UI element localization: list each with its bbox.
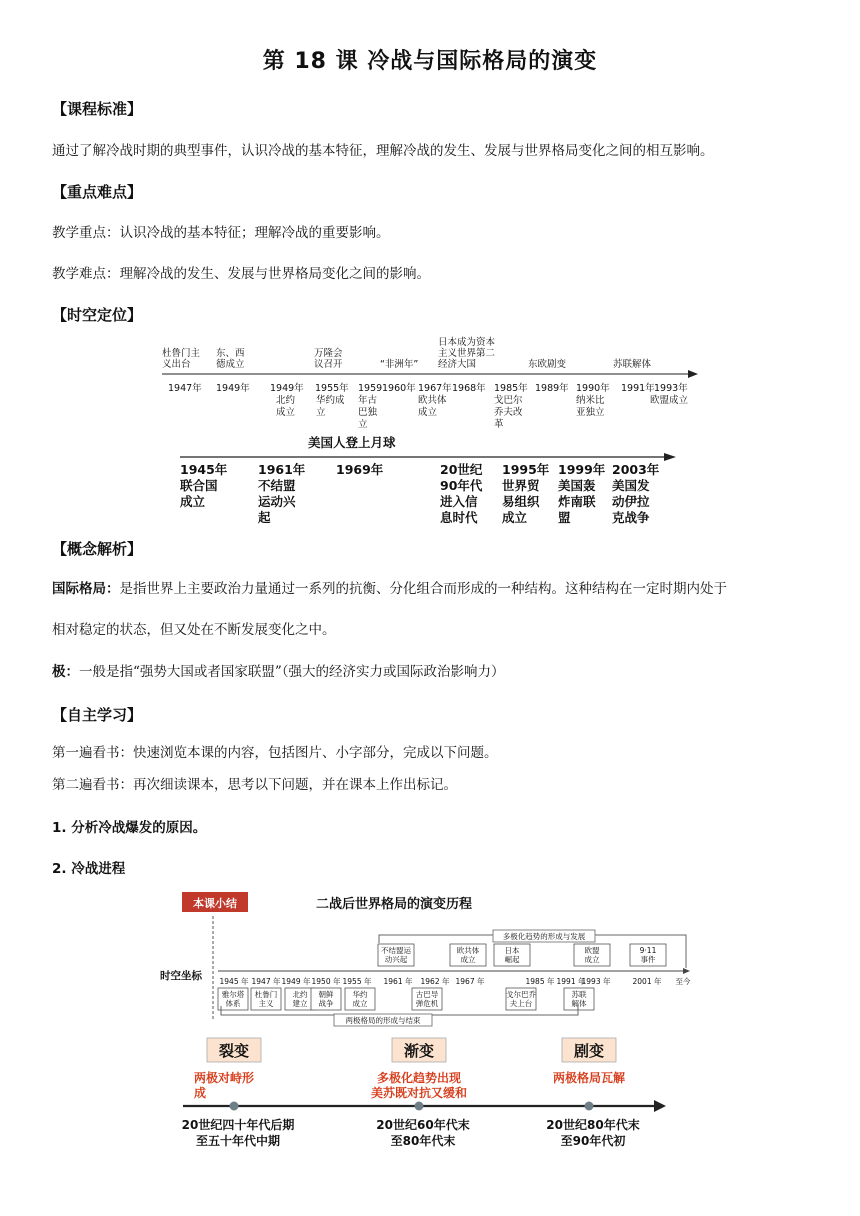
axis-year-label: 1950 年	[311, 977, 341, 986]
timeline1-event-label: 乔夫改	[494, 407, 523, 418]
timeline1-event-label: “非洲年”	[380, 359, 419, 370]
timeline-chart-2	[176, 432, 682, 524]
timeline1-year-label: 1991年	[621, 383, 655, 394]
event-box-text: 华约	[352, 990, 368, 999]
axis-year-label: 2001 年	[632, 977, 662, 986]
event-box-text: 弹危机	[415, 999, 439, 1008]
timeline1-event-label: 立	[316, 407, 326, 418]
section-heading-key-points: 【重点难点】	[52, 183, 143, 201]
timeline1-event-label: 亚独立	[576, 407, 605, 418]
timeline2-event-label: 起	[258, 510, 271, 524]
timeline1-event-label: 议召开	[314, 359, 343, 370]
event-box-text: 成立	[584, 955, 600, 964]
stage-label: 剧变	[573, 1042, 605, 1060]
event-box-text: 成立	[352, 999, 368, 1008]
timeline1-event-label: 万隆会	[314, 348, 343, 359]
timeline1-event-label: 义出台	[162, 359, 191, 370]
timeline2-event-label: 1995年	[502, 462, 550, 477]
axis-year-label: 1962 年	[420, 977, 450, 986]
timeline2-event-label: 1969年	[336, 462, 384, 477]
event-box-text: 体系	[225, 999, 241, 1008]
timeline1-event-label: 欧共体	[418, 395, 447, 406]
timeline1-year-label: 1949年	[270, 383, 304, 394]
stage-label: 裂变	[218, 1042, 250, 1060]
timeline-chart-1	[160, 330, 700, 430]
axis-year-label: 1947 年	[251, 977, 281, 986]
event-box-text: 杜鲁门	[254, 990, 278, 999]
timeline1-event-label: 巴独	[358, 407, 378, 418]
event-box-text: 欧盟	[584, 946, 600, 955]
stage-period: 至80年代末	[390, 1134, 456, 1148]
concept-pole: 极：一般是指“强势大国或者国家联盟”（强大的经济实力或国际政治影响力）	[52, 664, 505, 680]
timeline2-event-label: 克战争	[612, 510, 650, 524]
axis-year-label: 1991 年	[556, 977, 586, 986]
timeline1-year-label: 1955年	[315, 383, 349, 394]
timeline2-event-label: 美国发	[612, 478, 650, 493]
timeline1-year-label: 1990年	[576, 383, 610, 394]
timeline2-event-label: 1945年	[180, 462, 228, 477]
concept-term: 国际格局：	[52, 581, 120, 597]
event-box-text: 主义	[258, 999, 274, 1008]
stage-period: 至90年代初	[560, 1134, 626, 1148]
timeline2-event-label: 不结盟	[258, 478, 296, 493]
timeline1-year-label: 1947年	[168, 383, 202, 394]
axis-year-label: 1985 年	[525, 977, 555, 986]
timeline1-event-label: 纳米比	[576, 395, 605, 406]
timeline2-event-label: 易组织	[502, 494, 540, 509]
timeline1-event-label: 华约成	[316, 395, 345, 406]
stage-description: 两极对峙形	[194, 1071, 255, 1085]
axis-year-label: 1945 年	[219, 977, 249, 986]
event-box-text: 欧共体	[456, 946, 480, 955]
timeline2-event-label: 运动兴	[258, 494, 296, 509]
timeline1-year-label: 1960年	[382, 383, 416, 394]
event-box-text: 动兴起	[384, 955, 408, 964]
timeline1-event-label: 主义世界第二	[438, 348, 496, 359]
timeline1-event-label: 德成立	[216, 359, 245, 370]
timeline2-event-label: 动伊拉	[612, 494, 650, 509]
timeline2-event-label: 息时代	[440, 510, 478, 524]
timeline2-event-label: 美国轰	[558, 478, 596, 493]
timeline2-event-label: 1961年	[258, 462, 306, 477]
page-title: 第 18 课 冷战与国际格局的演变	[262, 49, 598, 74]
event-box-text: 雅尔塔	[221, 990, 245, 999]
section-heading-timeline: 【时空定位】	[52, 306, 143, 324]
event-box-text: 建立	[292, 999, 308, 1008]
timeline2-event-label: 联合国	[180, 478, 218, 493]
timeline2-event-label: 盟	[558, 510, 571, 524]
timeline1-year-label: 1968年	[452, 383, 486, 394]
timeline1-event-label: 东、西	[216, 348, 245, 359]
axis-year-label: 1955 年	[342, 977, 372, 986]
stage-period: 20世纪80年代末	[546, 1118, 640, 1132]
stage-dot	[230, 1102, 239, 1111]
section-heading-standard: 【课程标准】	[52, 100, 143, 118]
timeline2-event-label: 成立	[502, 510, 528, 524]
timeline1-event-label: 革	[494, 419, 504, 430]
stage-label: 渐变	[403, 1042, 435, 1060]
timeline1-event-label: 东欧剧变	[528, 359, 567, 370]
timeline2-event-label: 20世纪	[440, 462, 483, 477]
timeline2-event-label: 成立	[180, 494, 206, 509]
event-box-text: 事件	[640, 955, 656, 964]
axis-year-label: 1967 年	[455, 977, 485, 986]
timeline2-event-label: 进入信	[440, 494, 478, 509]
event-box-text: 戈尔巴乔	[506, 990, 536, 999]
timeline1-year-label: 1967年	[418, 383, 452, 394]
multipolar-bracket-label: 多极化趋势的形成与发展	[502, 932, 586, 941]
stage-description: 多极化趋势出现	[376, 1071, 462, 1085]
timeline1-year-label: 1985年	[494, 383, 528, 394]
stage-period: 20世纪60年代末	[376, 1118, 470, 1132]
timeline1-event-label: 年古	[358, 395, 378, 406]
key-point-text: 教学重点：认识冷战的基本特征；理解冷战的重要影响。	[52, 225, 390, 241]
standard-text: 通过了解冷战时期的典型事件，认识冷战的基本特征，理解冷战的发生、发展与世界格局变化之间的相互影响。	[52, 143, 714, 159]
section-heading-concepts: 【概念解析】	[52, 540, 143, 558]
timeline2-event-label: 炸南联	[558, 494, 596, 509]
event-box-text: 日本	[504, 946, 520, 955]
event-box-text: 崛起	[504, 955, 520, 964]
timeline1-year-label: 1949年	[216, 383, 250, 394]
concept-pattern-continued: 相对稳定的状态，但又处在不断发展变化之中。	[52, 622, 336, 638]
event-box-text: 不结盟运	[381, 946, 411, 955]
section-heading-self-study: 【自主学习】	[52, 706, 143, 724]
timeline1-event-label: 日本成为资本	[438, 337, 496, 348]
summary-diagram	[158, 886, 708, 1156]
time-axis-label: 时空坐标	[160, 970, 202, 982]
timeline1-year-label: 1959	[358, 383, 383, 394]
summary-badge: 本课小结	[193, 897, 237, 910]
event-box-text: 苏联	[571, 990, 587, 999]
stage-period: 20世纪四十年代后期	[181, 1118, 295, 1132]
timeline2-event-label: 世界贸	[502, 478, 540, 493]
question-2: 2. 冷战进程	[52, 861, 126, 877]
timeline1-event-label: 成立	[418, 407, 438, 418]
bipolar-bracket-label: 两极格局的形成与结束	[345, 1016, 421, 1025]
timeline2-above-label: 美国人登上月球	[308, 435, 396, 450]
timeline1-event-label: 欧盟成立	[650, 395, 689, 406]
stage-description: 两极格局瓦解	[552, 1071, 626, 1085]
timeline1-event-label: 北约	[276, 395, 296, 406]
event-box-text: 解体	[571, 999, 587, 1008]
stage-description: 成	[194, 1086, 207, 1100]
stage-dot	[415, 1102, 424, 1111]
stage-dot	[585, 1102, 594, 1111]
difficulty-text: 教学难点：理解冷战的发生、发展与世界格局变化之间的影响。	[52, 266, 430, 282]
timeline1-year-label: 1989年	[535, 383, 569, 394]
event-box-text: 成立	[460, 955, 476, 964]
event-box-text: 夫上台	[509, 999, 533, 1008]
timeline2-event-label: 2003年	[612, 462, 660, 477]
event-box-text: 古巴导	[415, 990, 439, 999]
summary-heading: 二战后世界格局的演变历程	[315, 897, 473, 912]
timeline1-event-label: 戈巴尔	[494, 395, 523, 406]
axis-year-label: 至今	[675, 977, 691, 986]
axis-year-label: 1961 年	[383, 977, 413, 986]
timeline2-event-label: 90年代	[440, 478, 483, 493]
timeline2-event-label: 1999年	[558, 462, 606, 477]
event-box-text: 北约	[292, 990, 308, 999]
timeline1-event-label: 苏联解体	[613, 359, 652, 370]
question-1: 1. 分析冷战爆发的原因。	[52, 820, 207, 836]
stage-period: 至五十年代中期	[195, 1134, 281, 1148]
timeline1-year-label: 1993年	[654, 383, 688, 394]
event-box-text: 战争	[318, 999, 334, 1008]
concept-term: 极：	[52, 664, 79, 680]
timeline1-event-label: 成立	[276, 407, 296, 418]
axis-year-label: 1949 年	[281, 977, 311, 986]
axis-year-label: 1993 年	[581, 977, 611, 986]
study-first-read: 第一遍看书：快速浏览本课的内容，包括图片、小字部分，完成以下问题。	[52, 745, 498, 761]
timeline1-event-label: 杜鲁门主	[162, 348, 201, 359]
event-box-text: 朝鲜	[318, 990, 334, 999]
study-second-read: 第二遍看书：再次细读课本，思考以下问题，并在课本上作出标记。	[52, 777, 457, 793]
timeline1-event-label: 经济大国	[438, 359, 477, 370]
timeline1-event-label: 立	[358, 419, 368, 430]
stage-description: 美苏既对抗又缓和	[370, 1086, 468, 1100]
concept-international-pattern: 国际格局：是指世界上主要政治力量通过一系列的抗衡、分化组合而形成的一种结构。这种结构在一定时期内处于	[52, 581, 727, 597]
event-box-text: 9·11	[639, 946, 657, 955]
